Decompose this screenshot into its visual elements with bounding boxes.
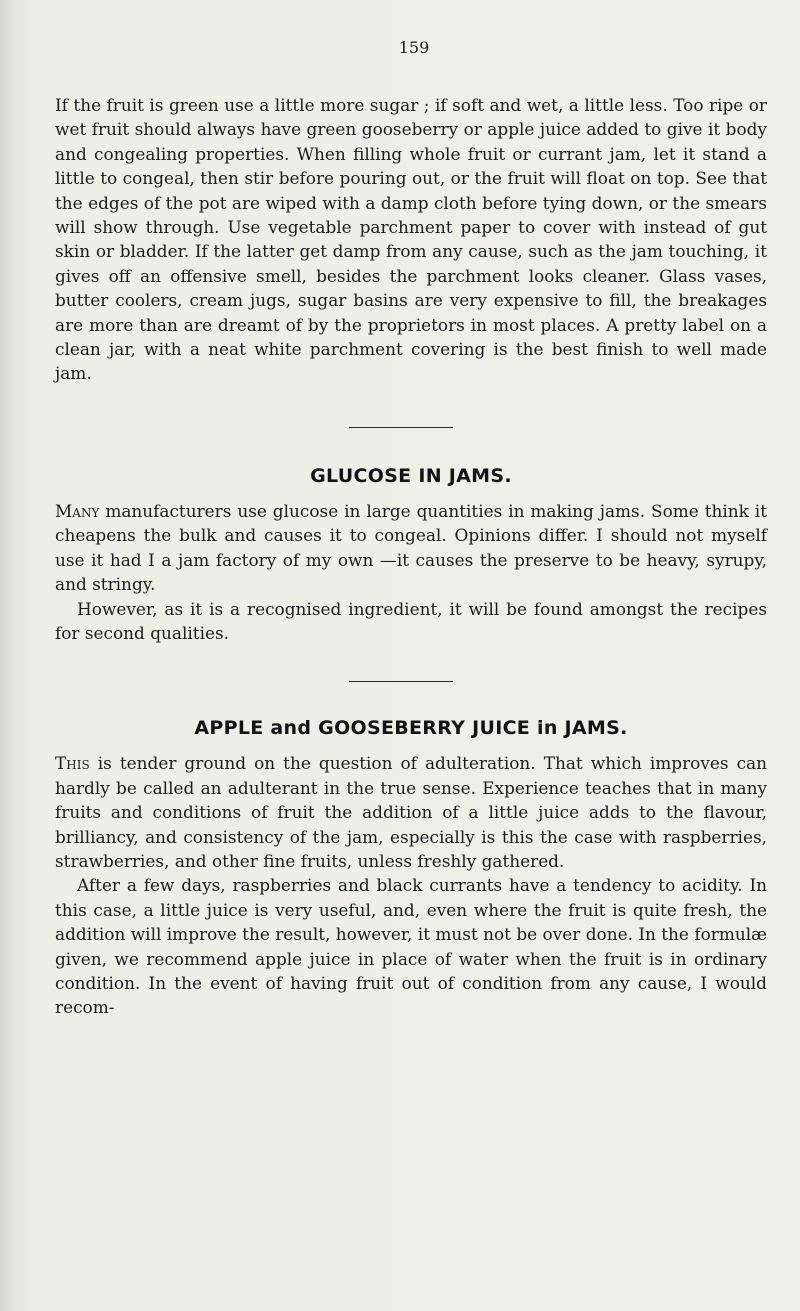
glucose-heading: GLUCOSE IN JAMS. [310, 464, 512, 487]
intro-paragraph: If the fruit is green use a little more sugar ; if soft and wet, a little less. Too ripe or wet fruit should always have green gooseberry or apple juice added to give it body and congealing properties. When filling whole fruit or currant jam, let it stand a little to congeal, then stir before pouring out, or the fruit will float on top. See that the edges of the pot are wiped with a damp cloth before tying down, or the smears will show through. Use vegetable parchment paper to cover with instead of gut skin or bladder. If the latter get damp from any cause, such as the jam touching, it gives off an offensive smell, besides the parchment looks cleaner. Glass vases, butter coolers, cream jugs, sugar basins are very expensive to fill, the breakages are more than are dreamt of by the proprietors in most places. A pretty label on a clean jar, with a neat white parchment covering is the best finish to well made jam. [55, 95, 767, 384]
apple-paragraph-1 [55, 751, 767, 873]
glucose-paragraph-2: However, as it is a recognised ingredient, it will be found amongst the recipes for second qualities. [55, 598, 767, 643]
glucose-paragraph-1-text: manufacturers use glucose in large quantities in making jams. Some think it cheapens the bulk and causes it to congeal. Opinions differ. I should not myself use it had I a jam factory of my own —it causes the preserve to be heavy, syrupy, and stringy. [55, 500, 767, 595]
glucose-lead-word: Many [55, 500, 100, 521]
section-divider [349, 427, 453, 428]
apple-gooseberry-heading: APPLE and GOOSEBERRY JUICE in JAMS. [194, 717, 628, 740]
apple-paragraph-1-text: is tender ground on the question of adulteration. That which improves can hardly be called an adulterant in the true sense. Experience teaches that in many fruits and conditions of fruit the addition of a little juice adds to the flavour, brilliancy, and consistency of the jam, especially is this the case with raspberries, strawberries, and other fine fruits, unless freshly gathered. [55, 753, 767, 871]
page-content [55, 38, 767, 1020]
page-number: 159 [398, 38, 430, 57]
apple-lead-word: This [55, 753, 90, 774]
section-divider [349, 681, 453, 682]
apple-paragraph-2: After a few days, raspberries and black currants have a tendency to acidity. In this case, a little juice is very useful, and, even where the fruit is quite fresh, the addition will improve the result, however, it must not be over done. In the formulæ given, we recommend apple juice in place of water when the fruit is in ordinary condition. In the event of having fruit out of condition from any cause, I would recom- [55, 875, 767, 1018]
glucose-paragraph-1 [55, 499, 767, 597]
